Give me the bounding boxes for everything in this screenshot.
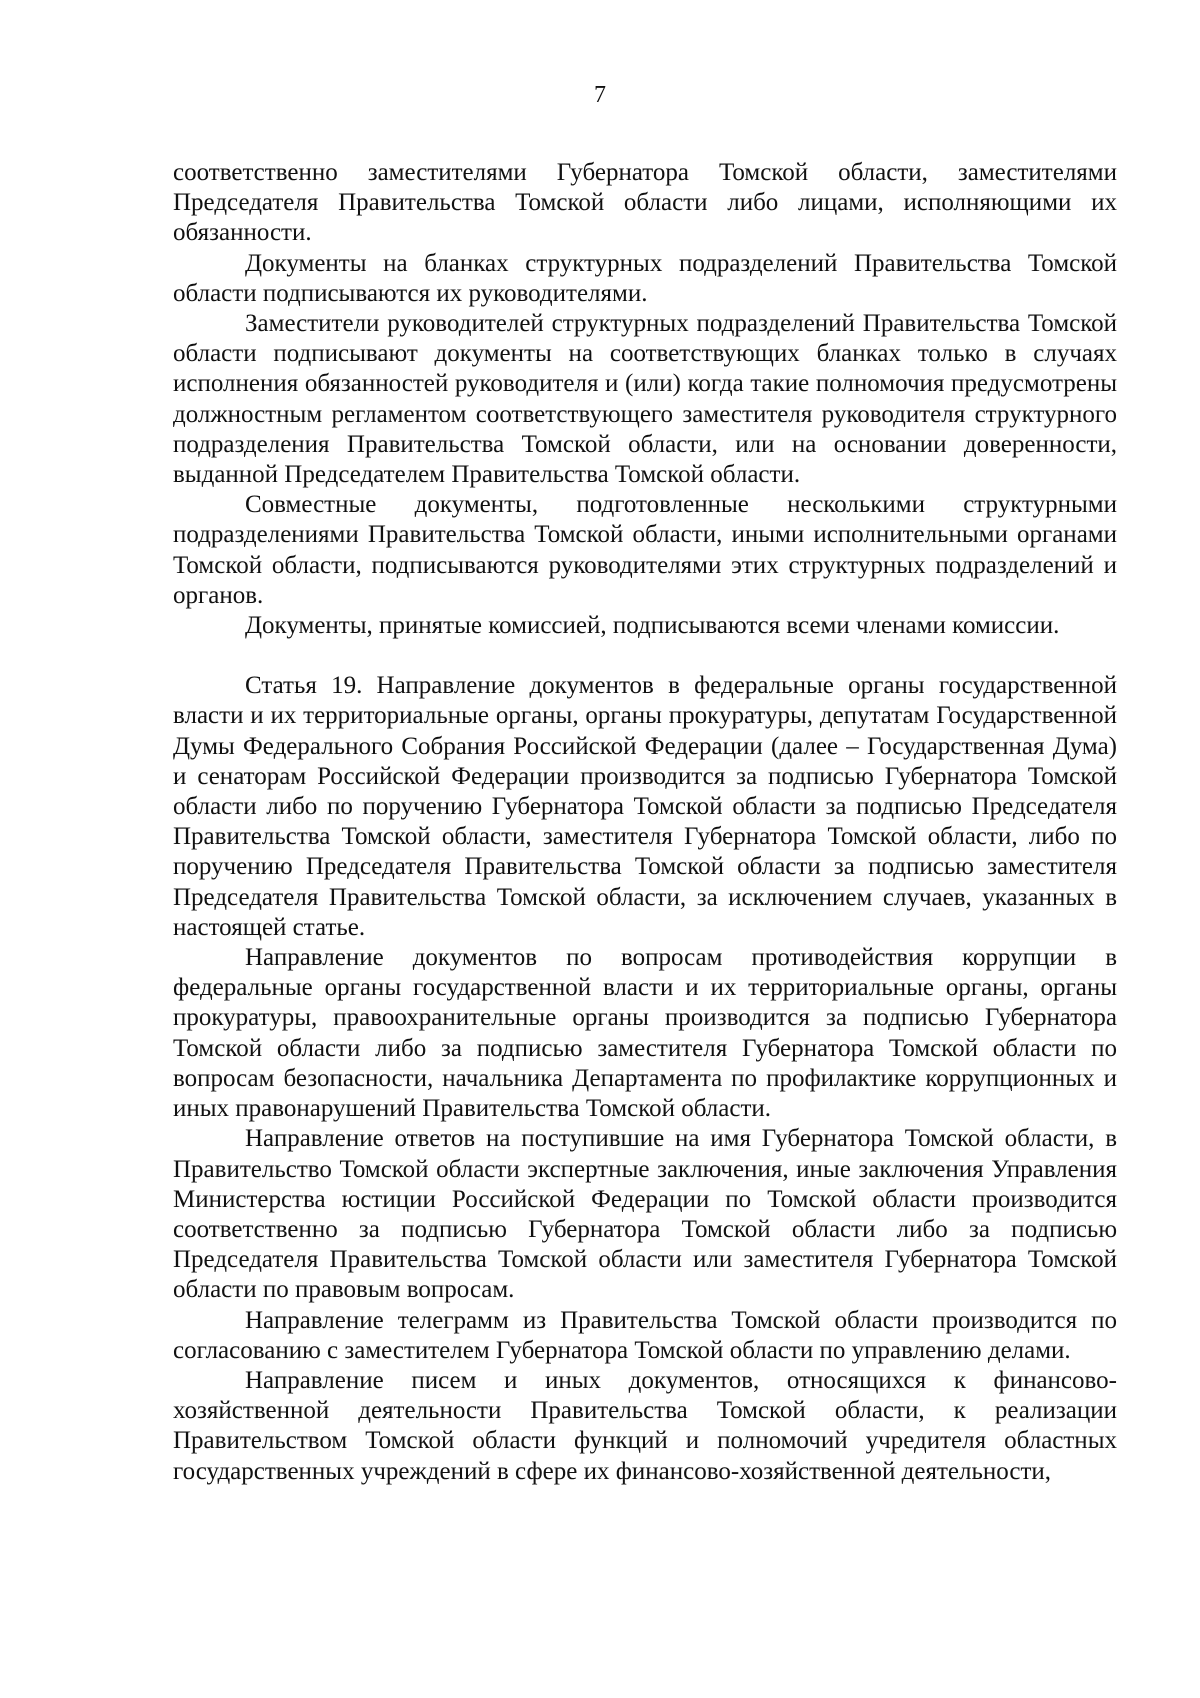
paragraph: Направление телеграмм из Правительства Томской области производится по согласованию с заместителем Губернатора Томской области по управлению делами. bbox=[173, 1306, 1117, 1364]
paragraph: Направление документов по вопросам противодействия коррупции в федеральные органы государственной власти и их территориальные органы, органы прокуратуры, правоохранительные органы производится за подписью Губернатора Томской области либо за подписью заместителя Губернатора Томской области по вопросам безопасности, начальника Департамента по профилактике коррупционных и иных правонарушений Правительства Томской области. bbox=[173, 944, 1117, 1123]
article-19-paragraph: Статья 19. Направление документов в федеральные органы государственной власти и их территориальные органы, органы прокуратуры, депутатам Государственной Думы Федерального Собрания Российской Федерации (далее – Государственная Дума) и сенаторам Российской Федерации производится за подписью Губернатора Томской области либо по поручению Губернатора Томской области за подписью Председателя Правительства Томской области, заместителя Губернатора Томской области, либо по поручению Председателя Правительства Томской области за подписью заместителя Председателя Правительства Томской области, за исключением случаев, указанных в настоящей статье. bbox=[173, 672, 1117, 941]
paragraph: Заместители руководителей структурных подразделений Правительства Томской области подписывают документы на соответствующих бланках только в случаях исполнения обязанностей руководителя и (или) когда такие полномочия предусмотрены должностным регламентом соответствующего заместителя руководителя структурного подразделения Правительства Томской области, или на основании доверенности, выданной Председателем Правительства Томской области. bbox=[173, 310, 1117, 489]
paragraph: Направление писем и иных документов, относящихся к финансово-хозяйственной деятельности Правительства Томской области, к реализации Правительством Томской области функций и полномочий учредителя областных государственных учреждений в сфере их финансово-хозяйственной деятельности, bbox=[173, 1366, 1117, 1485]
paragraph: Совместные документы, подготовленные несколькими структурными подразделениями Правительства Томской области, иными исполнительными органами Томской области, подписываются руководителями этих структурных подразделений и органов. bbox=[173, 491, 1117, 609]
paragraph-continuation: соответственно заместителями Губернатора Томской области, заместителями Председателя Правительства Томской области либо лицами, исполняющими их обязанности. bbox=[173, 159, 1117, 247]
paragraph: Документы на бланках структурных подразделений Правительства Томской области подписываются их руководителями. bbox=[173, 249, 1117, 307]
paragraph: Документы, принятые комиссией, подписываются всеми членами комиссии. bbox=[245, 612, 1060, 640]
section-spacer bbox=[173, 641, 1117, 671]
page-number: 7 bbox=[594, 82, 606, 108]
paragraph: Направление ответов на поступившие на имя Губернатора Томской области, в Правительство Томской области экспертные заключения, иные заключения Управления Министерства юстиции Российской Федерации по Томской области производится соответственно за подписью Губернатора Томской области либо за подписью Председателя Правительства Томской области или заместителя Губернатора Томской области по правовым вопросам. bbox=[173, 1125, 1117, 1304]
document-body bbox=[173, 158, 1117, 1487]
